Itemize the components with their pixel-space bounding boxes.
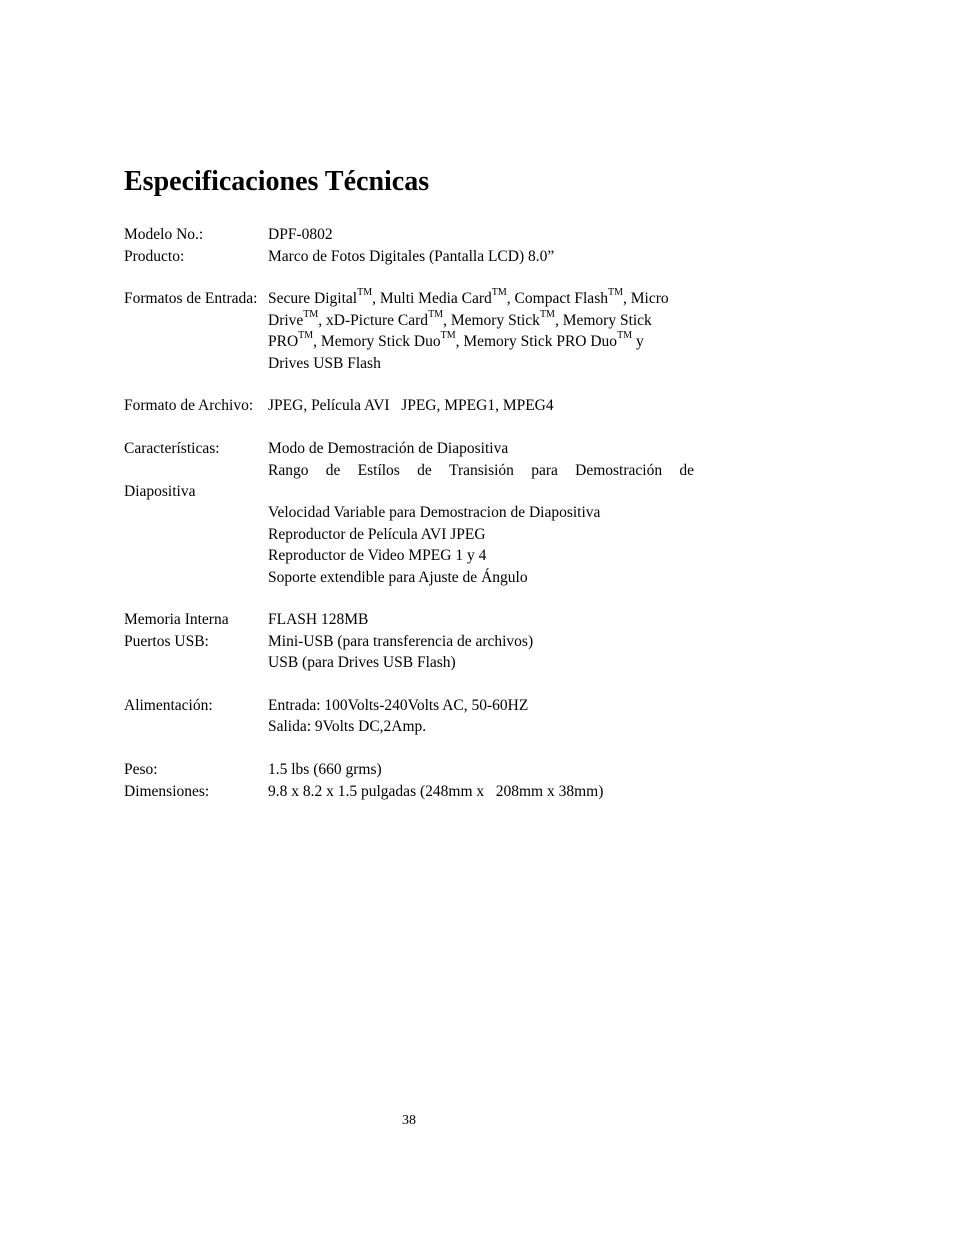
spec-label-formato-archivo: Formato de Archivo:: [124, 397, 254, 414]
spec-row-modelo: [0, 224, 954, 246]
spec-row-puertos-usb-2: [0, 652, 954, 674]
spec-value-formatos-line-3: PRO™, Memory Stick Duo™, Memory Stick PRO Duo™ y: [268, 329, 644, 350]
spec-row-caracteristicas-6: [0, 567, 954, 589]
spec-row-producto: [0, 246, 954, 268]
spec-row-alimentacion: [0, 695, 954, 717]
spec-value-caracteristicas-6: Soporte extendible para Ajuste de Ángulo: [268, 569, 528, 586]
spec-value-dimensiones: 9.8 x 8.2 x 1.5 pulgadas (248mm x 208mm x 38mm): [268, 783, 604, 800]
spec-value-caracteristicas-2-wrap: Diapositiva: [124, 483, 196, 500]
spec-row-alimentacion-2: [0, 716, 954, 738]
spec-value-peso: 1.5 lbs (660 grms): [268, 761, 382, 778]
spec-label-puertos-usb: Puertos USB:: [124, 633, 209, 650]
spec-value-caracteristicas-4: Reproductor de Película AVI JPEG: [268, 526, 486, 543]
spec-row-caracteristicas-2: [0, 460, 954, 482]
spec-row-caracteristicas-5: [0, 545, 954, 567]
spec-label-producto: Producto:: [124, 248, 185, 265]
spec-row-formatos-entrada-2: [0, 310, 954, 332]
spec-value-formatos-line-4: Drives USB Flash: [268, 355, 381, 372]
spec-value-formato-archivo: JPEG, Película AVI JPEG, MPEG1, MPEG4: [268, 397, 554, 414]
spec-row-caracteristicas: [0, 438, 954, 460]
spec-row-caracteristicas-3: [0, 502, 954, 524]
spec-value-formatos-line-1: Secure Digital™, Multi Media Card™, Compact Flash™, Micro: [268, 286, 669, 307]
page-number: 38: [402, 1113, 416, 1128]
spec-value-caracteristicas-2: Rango de Estílos de Transisión para Demostración de: [268, 462, 694, 479]
spec-value-producto: Marco de Fotos Digitales (Pantalla LCD) 8.0”: [268, 248, 555, 265]
spec-value-caracteristicas-3: Velocidad Variable para Demostracion de Diapositiva: [268, 504, 601, 521]
spec-value-formatos-line-2: Drive™, xD-Picture Card™, Memory Stick™, Memory Stick: [268, 308, 652, 329]
spec-row-caracteristicas-2-wrap: [0, 481, 954, 503]
spec-label-modelo: Modelo No.:: [124, 226, 204, 243]
spec-row-peso: [0, 759, 954, 781]
spec-row-formatos-entrada-4: [0, 353, 954, 375]
spec-label-caracteristicas: Características:: [124, 440, 220, 457]
spec-value-caracteristicas-1: Modo de Demostración de Diapositiva: [268, 440, 509, 457]
spec-row-formato-archivo: [0, 395, 954, 417]
spec-label-memoria: Memoria Interna: [124, 611, 229, 628]
spec-row-dimensiones: [0, 781, 954, 803]
spec-label-formatos-entrada: Formatos de Entrada:: [124, 290, 258, 307]
spec-value-caracteristicas-5: Reproductor de Video MPEG 1 y 4: [268, 547, 487, 564]
spec-row-caracteristicas-4: [0, 524, 954, 546]
spec-label-alimentacion: Alimentación:: [124, 697, 213, 714]
page-title: Especificaciones Técnicas: [124, 166, 430, 197]
spec-row-memoria: [0, 609, 954, 631]
spec-value-puertos-usb-1: Mini-USB (para transferencia de archivos): [268, 633, 534, 650]
spec-value-modelo: DPF-0802: [268, 226, 333, 243]
spec-value-alimentacion-1: Entrada: 100Volts-240Volts AC, 50-60HZ: [268, 697, 529, 714]
spec-label-dimensiones: Dimensiones:: [124, 783, 210, 800]
spec-label-peso: Peso:: [124, 761, 158, 778]
spec-value-alimentacion-2: Salida: 9Volts DC,2Amp.: [268, 718, 427, 735]
spec-value-puertos-usb-2: USB (para Drives USB Flash): [268, 654, 456, 671]
spec-row-formatos-entrada: [0, 288, 954, 310]
spec-row-puertos-usb: [0, 631, 954, 653]
spec-row-formatos-entrada-3: [0, 331, 954, 353]
spec-value-memoria: FLASH 128MB: [268, 611, 369, 628]
